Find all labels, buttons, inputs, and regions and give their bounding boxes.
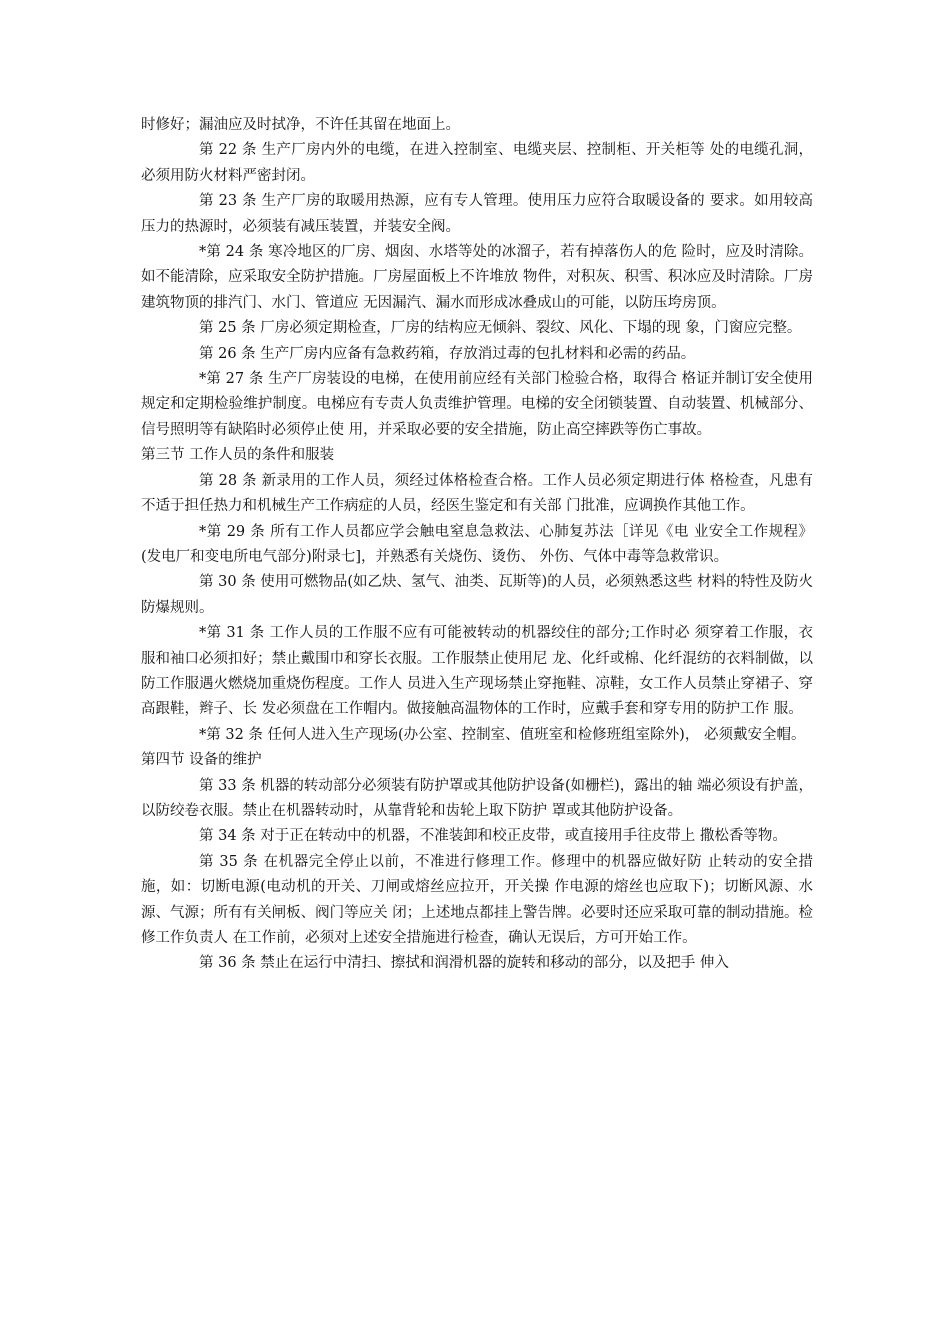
article-33: 第 33 条 机器的转动部分必须装有防护罩或其他防护设备(如栅栏)，露出的轴 端必须设有护盖，以防绞卷衣服。禁止在机器转动时，从靠背轮和齿轮上取下防护 罩或其他防护设备。	[141, 777, 813, 819]
article-22: 第 22 条 生产厂房内外的电缆，在进入控制室、电缆夹层、控制柜、开关柜等 处的电缆孔洞，必须用防火材料严密封闭。	[141, 142, 813, 184]
document-page	[141, 113, 813, 977]
article-27: *第 27 条 生产厂房装设的电梯，在使用前应经有关部门检验合格，取得合 格证并制订安全使用规定和定期检验维护制度。电梯应有专责人负责维护管理。电梯的安全闭锁装置、自动装置、机械部分、信号照明等有缺陷时必须停止使 用，并采取必要的安全措施，防止高空摔跌等伤亡事故。	[141, 371, 813, 438]
article-35: 第 35 条 在机器完全停止以前，不准进行修理工作。修理中的机器应做好防 止转动的安全措施，如：切断电源(电动机的开关、刀闸或熔丝应拉开，开关操 作电源的熔丝也应取下)；切断风源、水源、气源；所有有关闸板、阀门等应关 闭；上述地点都挂上警告牌。必要时还应采取可靠的制动措施。检修工作负责人 在工作前，必须对上述安全措施进行检查，确认无误后，方可开始工作。	[141, 853, 813, 946]
article-29: *第 29 条 所有工作人员都应学会触电窒息急救法、心肺复苏法［详见《电 业安全工作规程》(发电厂和变电所电气部分)附录七]，并熟悉有关烧伤、烫伤、 外伤、气体中毒等急救常识。	[141, 523, 813, 565]
article-32: *第 32 条 任何人进入生产现场(办公室、控制室、值班室和检修班组室除外)， 必须戴安全帽。	[199, 726, 806, 743]
section-heading-4: 第四节 设备的维护	[141, 752, 262, 769]
article-30: 第 30 条 使用可燃物品(如乙炔、氢气、油类、瓦斯等)的人员，必须熟悉这些 材料的特性及防火防爆规则。	[141, 574, 813, 616]
article-28: 第 28 条 新录用的工作人员，须经过体格检查合格。工作人员必须定期进行体 格检查，凡患有不适于担任热力和机械生产工作病症的人员，经医生鉴定和有关部 门批准，应调换作其他工作。	[141, 472, 813, 515]
article-34: 第 34 条 对于正在转动中的机器，不准装卸和校正皮带，或直接用手往皮带上 撒松香等物。	[199, 828, 787, 845]
article-26: 第 26 条 生产厂房内应备有急救药箱，存放消过毒的包扎材料和必需的药品。	[199, 345, 696, 362]
article-31: *第 31 条 工作人员的工作服不应有可能被转动的机器绞住的部分;工作时必 须穿着工作服，衣服和袖口必须扣好；禁止戴围巾和穿长衣服。工作服禁止使用尼 龙、化纤或棉、化纤混纺的衣料制做，以防工作服遇火燃烧加重烧伤程度。工作人 员进入生产现场禁止穿拖鞋、凉鞋，女工作人员禁止穿裙子、穿高跟鞋，辫子、长 发必须盘在工作帽内。做接触高温物体的工作时，应戴手套和穿专用的防护工作 服。	[141, 625, 813, 718]
section-heading-3: 第三节 工作人员的条件和服装	[141, 447, 335, 464]
article-23: 第 23 条 生产厂房的取暖用热源，应有专人管理。使用压力应符合取暖设备的 要求。如用较高压力的热源时，必须装有减压装置，并装安全阀。	[141, 193, 813, 235]
paragraph-continuation: 时修好；漏油应及时拭净，不许任其留在地面上。	[141, 117, 460, 133]
article-24: *第 24 条 寒冷地区的厂房、烟囱、水塔等处的冰溜子，若有掉落伤人的危 险时，应及时清除。如不能清除，应采取安全防护措施。厂房屋面板上不许堆放 物件，对积灰、积雪、积冰应及时清除。厂房建筑物顶的排汽门、水门、管道应 无因漏汽、漏水而形成冰叠成山的可能，以防压垮房顶。	[141, 244, 813, 311]
article-36: 第 36 条 禁止在运行中清扫、擦拭和润滑机器的旋转和移动的部分，以及把手 伸入	[199, 955, 729, 972]
article-25: 第 25 条 厂房必须定期检查，厂房的结构应无倾斜、裂纹、风化、下塌的现 象，门窗应完整。	[199, 320, 802, 337]
